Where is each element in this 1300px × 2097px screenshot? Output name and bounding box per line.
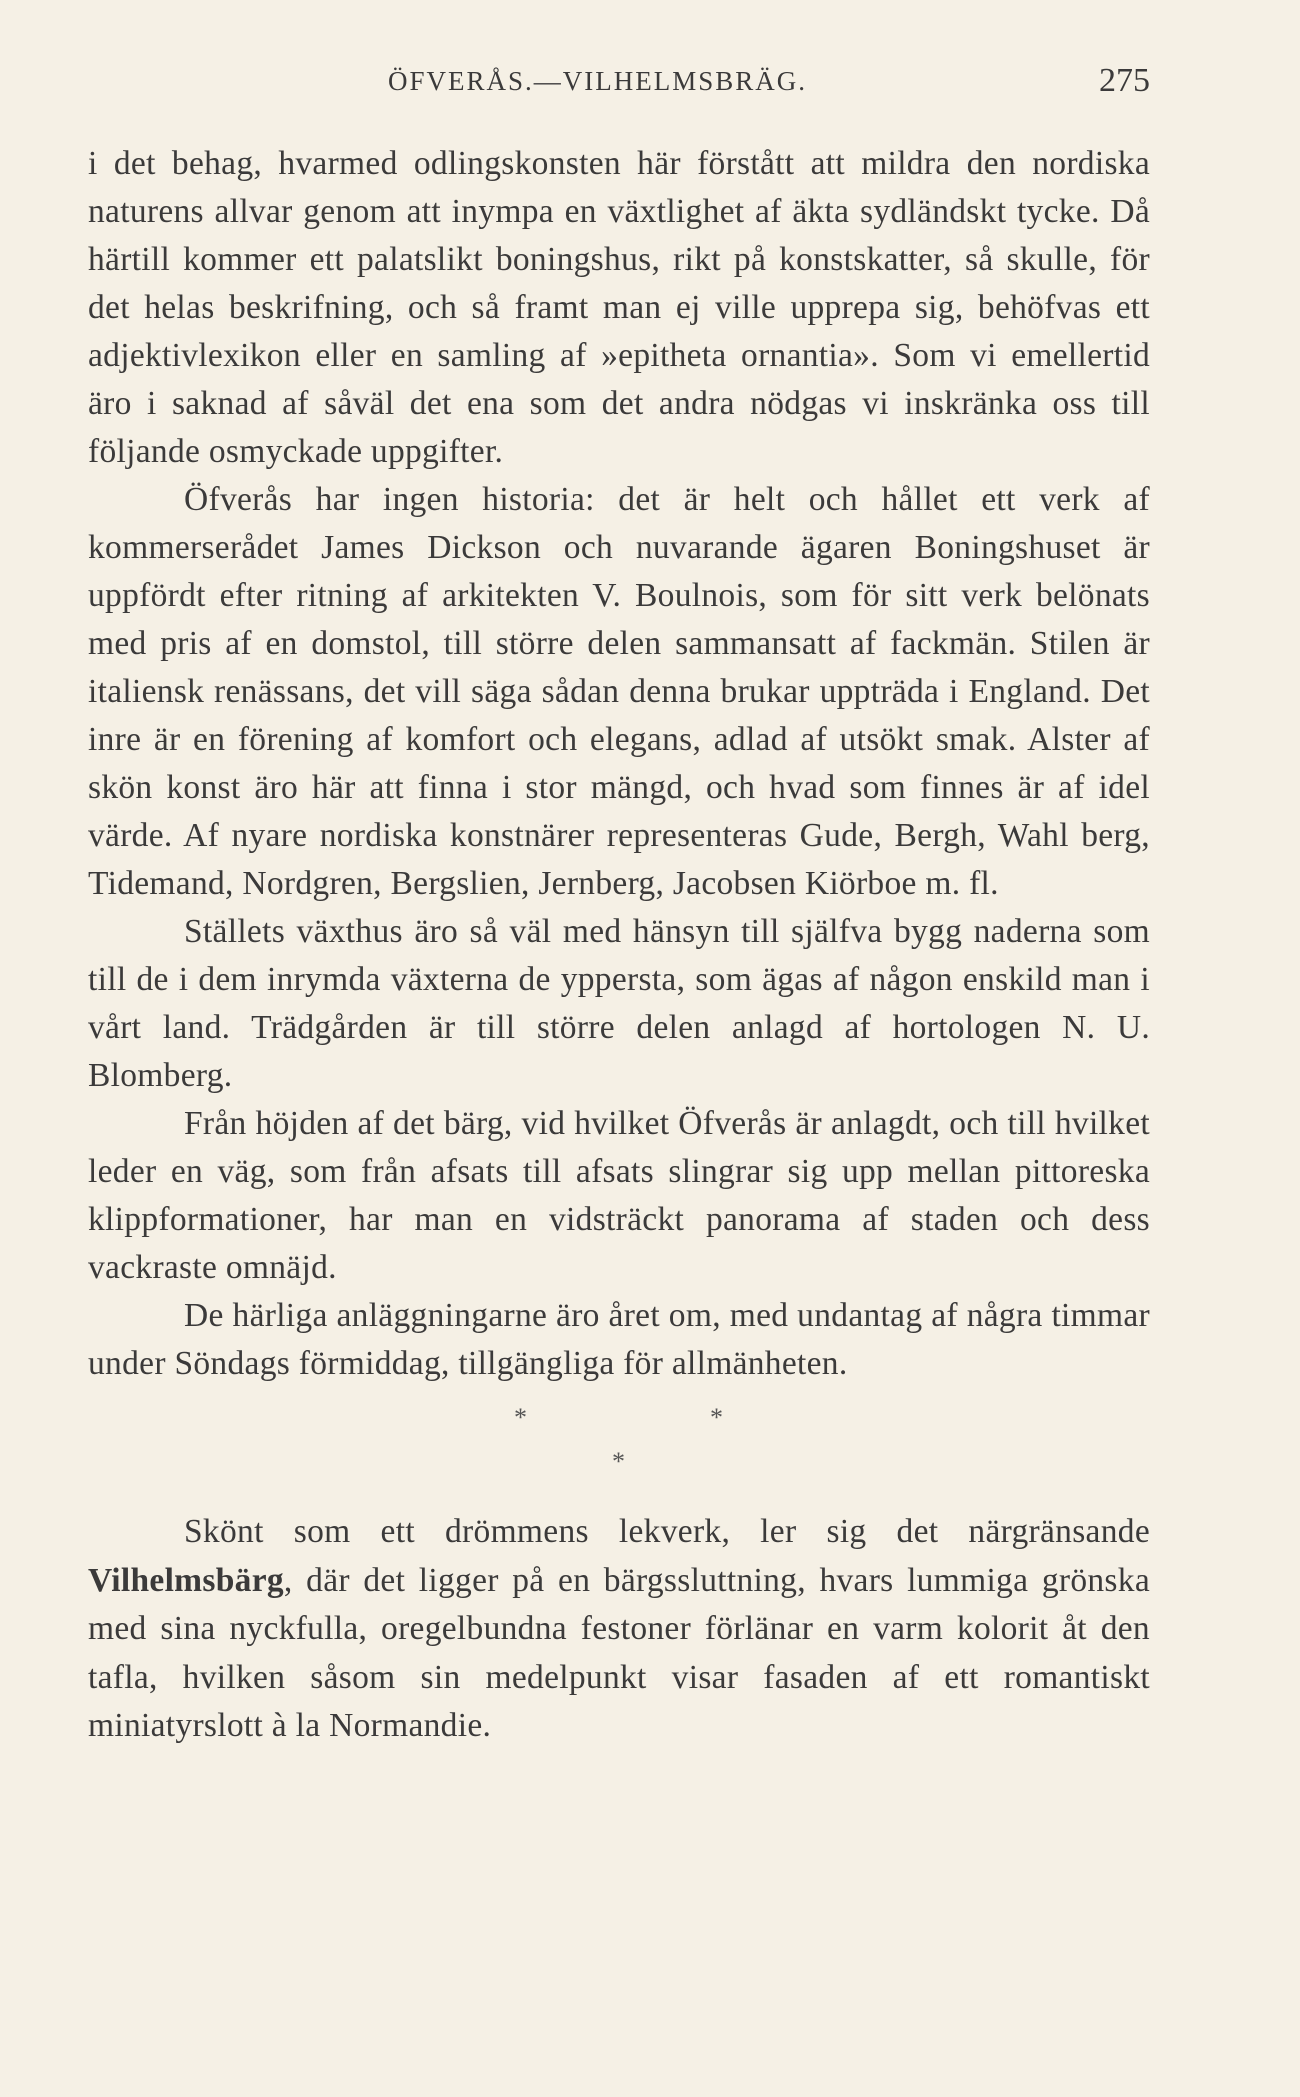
paragraph-lead: Skönt som ett drömmens lekverk, ler sig det närgränsande — [184, 1513, 1150, 1550]
paragraph-vilhelmsbarg — [88, 1508, 1150, 1751]
paragraph-continued: i det behag, hvarmed odlingskonsten här förstått att mildra den nordiska naturens allvar genom att inympa en växtlighet af äkta sydländskt tycke. Då härtill kommer ett palatslikt boningshus, rikt på konstskatter, så skulle, för det helas beskrifning, och så framt man ej ville upprepa sig, behöfvas ett adjektivlexikon eller en samling af »epitheta ornantia». Som vi emellertid äro i saknad af såväl det ena som det andra nödgas vi inskränka oss till följande osmyckade uppgifter. — [88, 145, 1150, 470]
paragraph-view: Från höjden af det bärg, vid hvilket Öfverås är anlagdt, och till hvilket leder en väg, som från afsats till afsats slingrar sig upp mellan pittoreska klippformationer, har man en vidsträckt panorama af staden och dess vackraste omnäjd. — [88, 1105, 1150, 1286]
place-name: Vilhelmsbärg — [88, 1561, 284, 1599]
separator-asterisk: * — [710, 1403, 724, 1432]
separator-asterisk: * — [514, 1403, 528, 1432]
paragraph-access: De härliga anläggningarne äro året om, med undantag af några timmar under Söndags förmiddag, tillgängliga för allmänheten. — [88, 1297, 1150, 1382]
page-header — [0, 62, 1300, 106]
paragraph-ofveras-history: Öfverås har ingen historia: det är helt och hållet ett verk af kommerserådet James Dickson och nuvarande ägaren Boningshuset är uppfördt efter ritning af arkitekten V. Boulnois, som för sitt verk belönats med pris af en domstol, till större delen sammansatt af fackmän. Stilen är italiensk renässans, det vill säga sådan denna brukar uppträda i England. Det inre är en förening af komfort och elegans, adlad af utsökt smak. Alster af skön konst äro här att finna i stor mängd, och hvad som finnes är af idel värde. Af nyare nordiska konstnärer representeras Gude, Bergh, Wahl berg, Tidemand, Nordgren, Bergslien, Jernberg, Jacobsen Kiörboe m. fl. — [88, 481, 1150, 902]
running-head: ÖFVERÅS.—VILHELMSBRÄG. — [388, 66, 808, 96]
paragraph-rest: , där det ligger på en bärgssluttning, hvars lummiga grönska med sina nyckfulla, oregelbundna festoner förlänar en varm kolorit åt den tafla, hvilken såsom sin medelpunkt visar fasaden af ett romantiskt miniatyrslott à la Normandie. — [88, 1561, 1150, 1744]
paragraph-greenhouses: Ställets växthus äro så väl med hänsyn till själfva bygg naderna som till de i dem inrymda växterna de yppersta, som ägas af någon enskild man i vårt land. Trädgården är till större delen anlagd af hortologen N. U. Blomberg. — [88, 913, 1150, 1094]
page-body — [88, 140, 1150, 1751]
section-vilhelmsbarg — [88, 1508, 1150, 1751]
separator-asterisk: * — [612, 1447, 626, 1476]
section-separator — [88, 1388, 1150, 1488]
page-number: 275 — [1099, 62, 1150, 99]
